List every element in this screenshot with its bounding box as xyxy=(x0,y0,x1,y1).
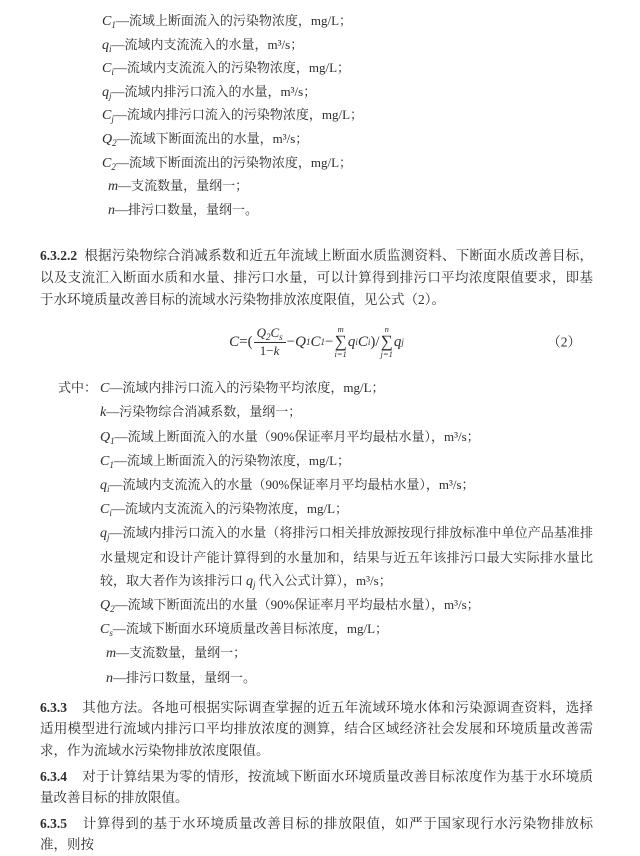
variable-description: —流域内排污口流入的水量，m³/s； xyxy=(111,83,317,99)
variable-symbol: m xyxy=(108,179,119,195)
variable-definition xyxy=(102,34,593,58)
eq-lhs: C xyxy=(229,333,240,350)
equation-2: C =( $\frac{Q_2C_s}{1-k}$ − Q 1 C 1 − m ∑ i=1 q i C i )/ n ∑ j=1 q j xyxy=(229,324,404,359)
equation-2-row xyxy=(40,316,593,368)
minus-sign: − xyxy=(286,333,296,350)
clause-text: 计算得到的基于水环境质量改善目标的排放限值，如严于国家现行水污染物排放标准，则按 xyxy=(40,815,593,853)
variable-description-continued: 代入公式计算），m³/s； xyxy=(258,572,392,588)
variable-symbol: $Q_2$ xyxy=(102,131,117,148)
summation-tributaries: m ∑ i=1 xyxy=(334,324,347,359)
where-item xyxy=(40,497,593,521)
variable-definition xyxy=(102,175,593,199)
variable-description: —流域下断面水环境质量改善目标浓度，mg/L； xyxy=(112,621,389,637)
where-item xyxy=(40,617,593,641)
variable-definition xyxy=(102,10,593,34)
variable-symbol: $q_i$ xyxy=(102,37,112,54)
where-clause-block xyxy=(40,376,593,690)
variable-symbol: $C_i$ xyxy=(100,502,112,519)
inline-variable-symbol: $q_j$ xyxy=(246,573,256,590)
variable-description: —流域内支流流入的水量，m³/s； xyxy=(111,36,304,52)
variable-symbol: n xyxy=(108,202,115,218)
variable-description: —支流数量，量纲一； xyxy=(118,178,249,194)
variable-description: —流域下断面流出的水量，m³/s； xyxy=(116,130,309,146)
equation-number: （2） xyxy=(547,334,581,350)
where-item xyxy=(40,449,593,473)
variable-symbol: $q_j$ xyxy=(100,526,110,543)
variable-description: —流域内支流流入的污染物浓度，mg/L； xyxy=(113,60,351,76)
variable-symbol: $C_s$ xyxy=(100,622,113,639)
variable-symbol: C xyxy=(100,381,110,397)
variable-symbol: $C_1$ xyxy=(100,453,114,470)
eq-open: =( xyxy=(239,333,253,350)
where-item xyxy=(40,473,593,497)
variable-symbol: $Q_2$ xyxy=(100,597,115,614)
variable-description: —支流数量，量纲一； xyxy=(116,645,247,661)
clause-number: 6.3.3 xyxy=(40,699,67,715)
variable-definition xyxy=(102,152,593,176)
fraction xyxy=(254,326,286,358)
where-item xyxy=(40,666,593,690)
variable-description: —流域上断面流入的水量（90%保证率月平均最枯水量），m³/s； xyxy=(114,428,480,444)
where-item xyxy=(40,641,593,665)
clause-text: 对于计算结果为零的情形，按流域下断面水环境质量改善目标浓度作为基于水环境质量改善目标的排放限值。 xyxy=(40,768,593,806)
variable-symbol: $q_j$ xyxy=(102,84,112,101)
variable-symbol: n xyxy=(106,670,113,686)
where-label: 式中： xyxy=(58,380,98,396)
where-item xyxy=(40,400,593,424)
clause-6-3-4 xyxy=(40,766,593,809)
variable-description: —流域内支流流入的污染物浓度，mg/L； xyxy=(111,501,349,517)
summation-outfalls: n ∑ j=1 xyxy=(380,324,393,359)
variable-symbol: $C_i$ xyxy=(102,61,114,78)
variable-definitions-list xyxy=(40,10,593,222)
variable-description: —流域内排污口流入的水量（将排污口相关排放源按现行排放标准中单位产品基准排水量规定和设计产能计算得到的水量加和，结果与近五年该排污口最大实际排水量比较，取大者作为该排污口 xyxy=(100,525,593,588)
sigma-icon: ∑ xyxy=(334,332,347,352)
variable-definition xyxy=(102,81,593,105)
variable-description: —流域上断面流入的污染物浓度，mg/L； xyxy=(115,13,353,28)
clause-text: 其他方法。各地可根据实际调查掌握的近五年流域环境水体和污染源调查资料，选择适用模型进行流域内排污口平均排放浓度的测算，结合区域经济社会发展和环境质量改善需求，作为流域水污染物排放浓度限值。 xyxy=(40,699,593,758)
variable-symbol: $q_i$ xyxy=(100,477,110,494)
fraction-denominator: 1−k xyxy=(259,342,280,358)
fraction-numerator: $Q_2C_s$ xyxy=(254,326,286,342)
clause-6-3-5 xyxy=(40,813,593,856)
clause-text: 根据污染物综合消减系数和近五年流域上断面水质监测资料、下断面水质改善目标，以及支流汇入断面水质和水量、排污口水量，可以计算得到排污口平均浓度限值要求，即基于水环境质量改善目标的流域水污染物排放浓度限值，见公式（2）。 xyxy=(40,248,593,307)
variable-description: —流域下断面流出的污染物浓度，mg/L； xyxy=(115,154,353,170)
variable-symbol: m xyxy=(106,646,117,662)
variable-definition xyxy=(102,57,593,81)
variable-symbol: k xyxy=(100,405,107,421)
where-item xyxy=(40,376,593,400)
variable-definition xyxy=(102,104,593,128)
clause-number: 6.3.2.2 xyxy=(40,248,78,264)
variable-description: —排污口数量，量纲一。 xyxy=(113,669,257,685)
sigma-icon: ∑ xyxy=(380,332,393,352)
variable-description: —流域上断面流入的污染物浓度，mg/L； xyxy=(113,452,351,468)
bottom-clauses xyxy=(40,697,593,856)
variable-description: —污染物综合消减系数，量纲一； xyxy=(106,404,302,420)
variable-symbol: $C_j$ xyxy=(102,108,114,125)
minus-sign: − xyxy=(324,333,334,350)
variable-description: —流域内排污口流入的污染物平均浓度，mg/L； xyxy=(109,380,385,396)
variable-description: —流域下断面流出的水量（90%保证率月平均最枯水量），m³/s； xyxy=(114,596,480,612)
variable-symbol: $C_1$ xyxy=(102,14,116,30)
variable-description: —排污口数量，量纲一。 xyxy=(115,201,259,217)
variable-definition xyxy=(102,199,593,223)
clause-6-3-3 xyxy=(40,697,593,762)
clause-number: 6.3.4 xyxy=(40,768,67,784)
variable-symbol: $C_2$ xyxy=(102,155,116,172)
where-item xyxy=(40,425,593,449)
variable-description: —流域内排污口流入的污染物浓度，mg/L； xyxy=(113,107,364,123)
eq-close-divide: )/ xyxy=(370,333,380,350)
where-item xyxy=(40,521,593,593)
variable-description: —流域内支流流入的水量（90%保证率月平均最枯水量），m³/s； xyxy=(109,476,475,492)
clause-6-3-2-2 xyxy=(40,245,593,310)
where-item xyxy=(40,593,593,617)
variable-definition xyxy=(102,128,593,152)
variable-symbol: $Q_1$ xyxy=(100,429,115,446)
clause-number: 6.3.5 xyxy=(40,815,67,831)
